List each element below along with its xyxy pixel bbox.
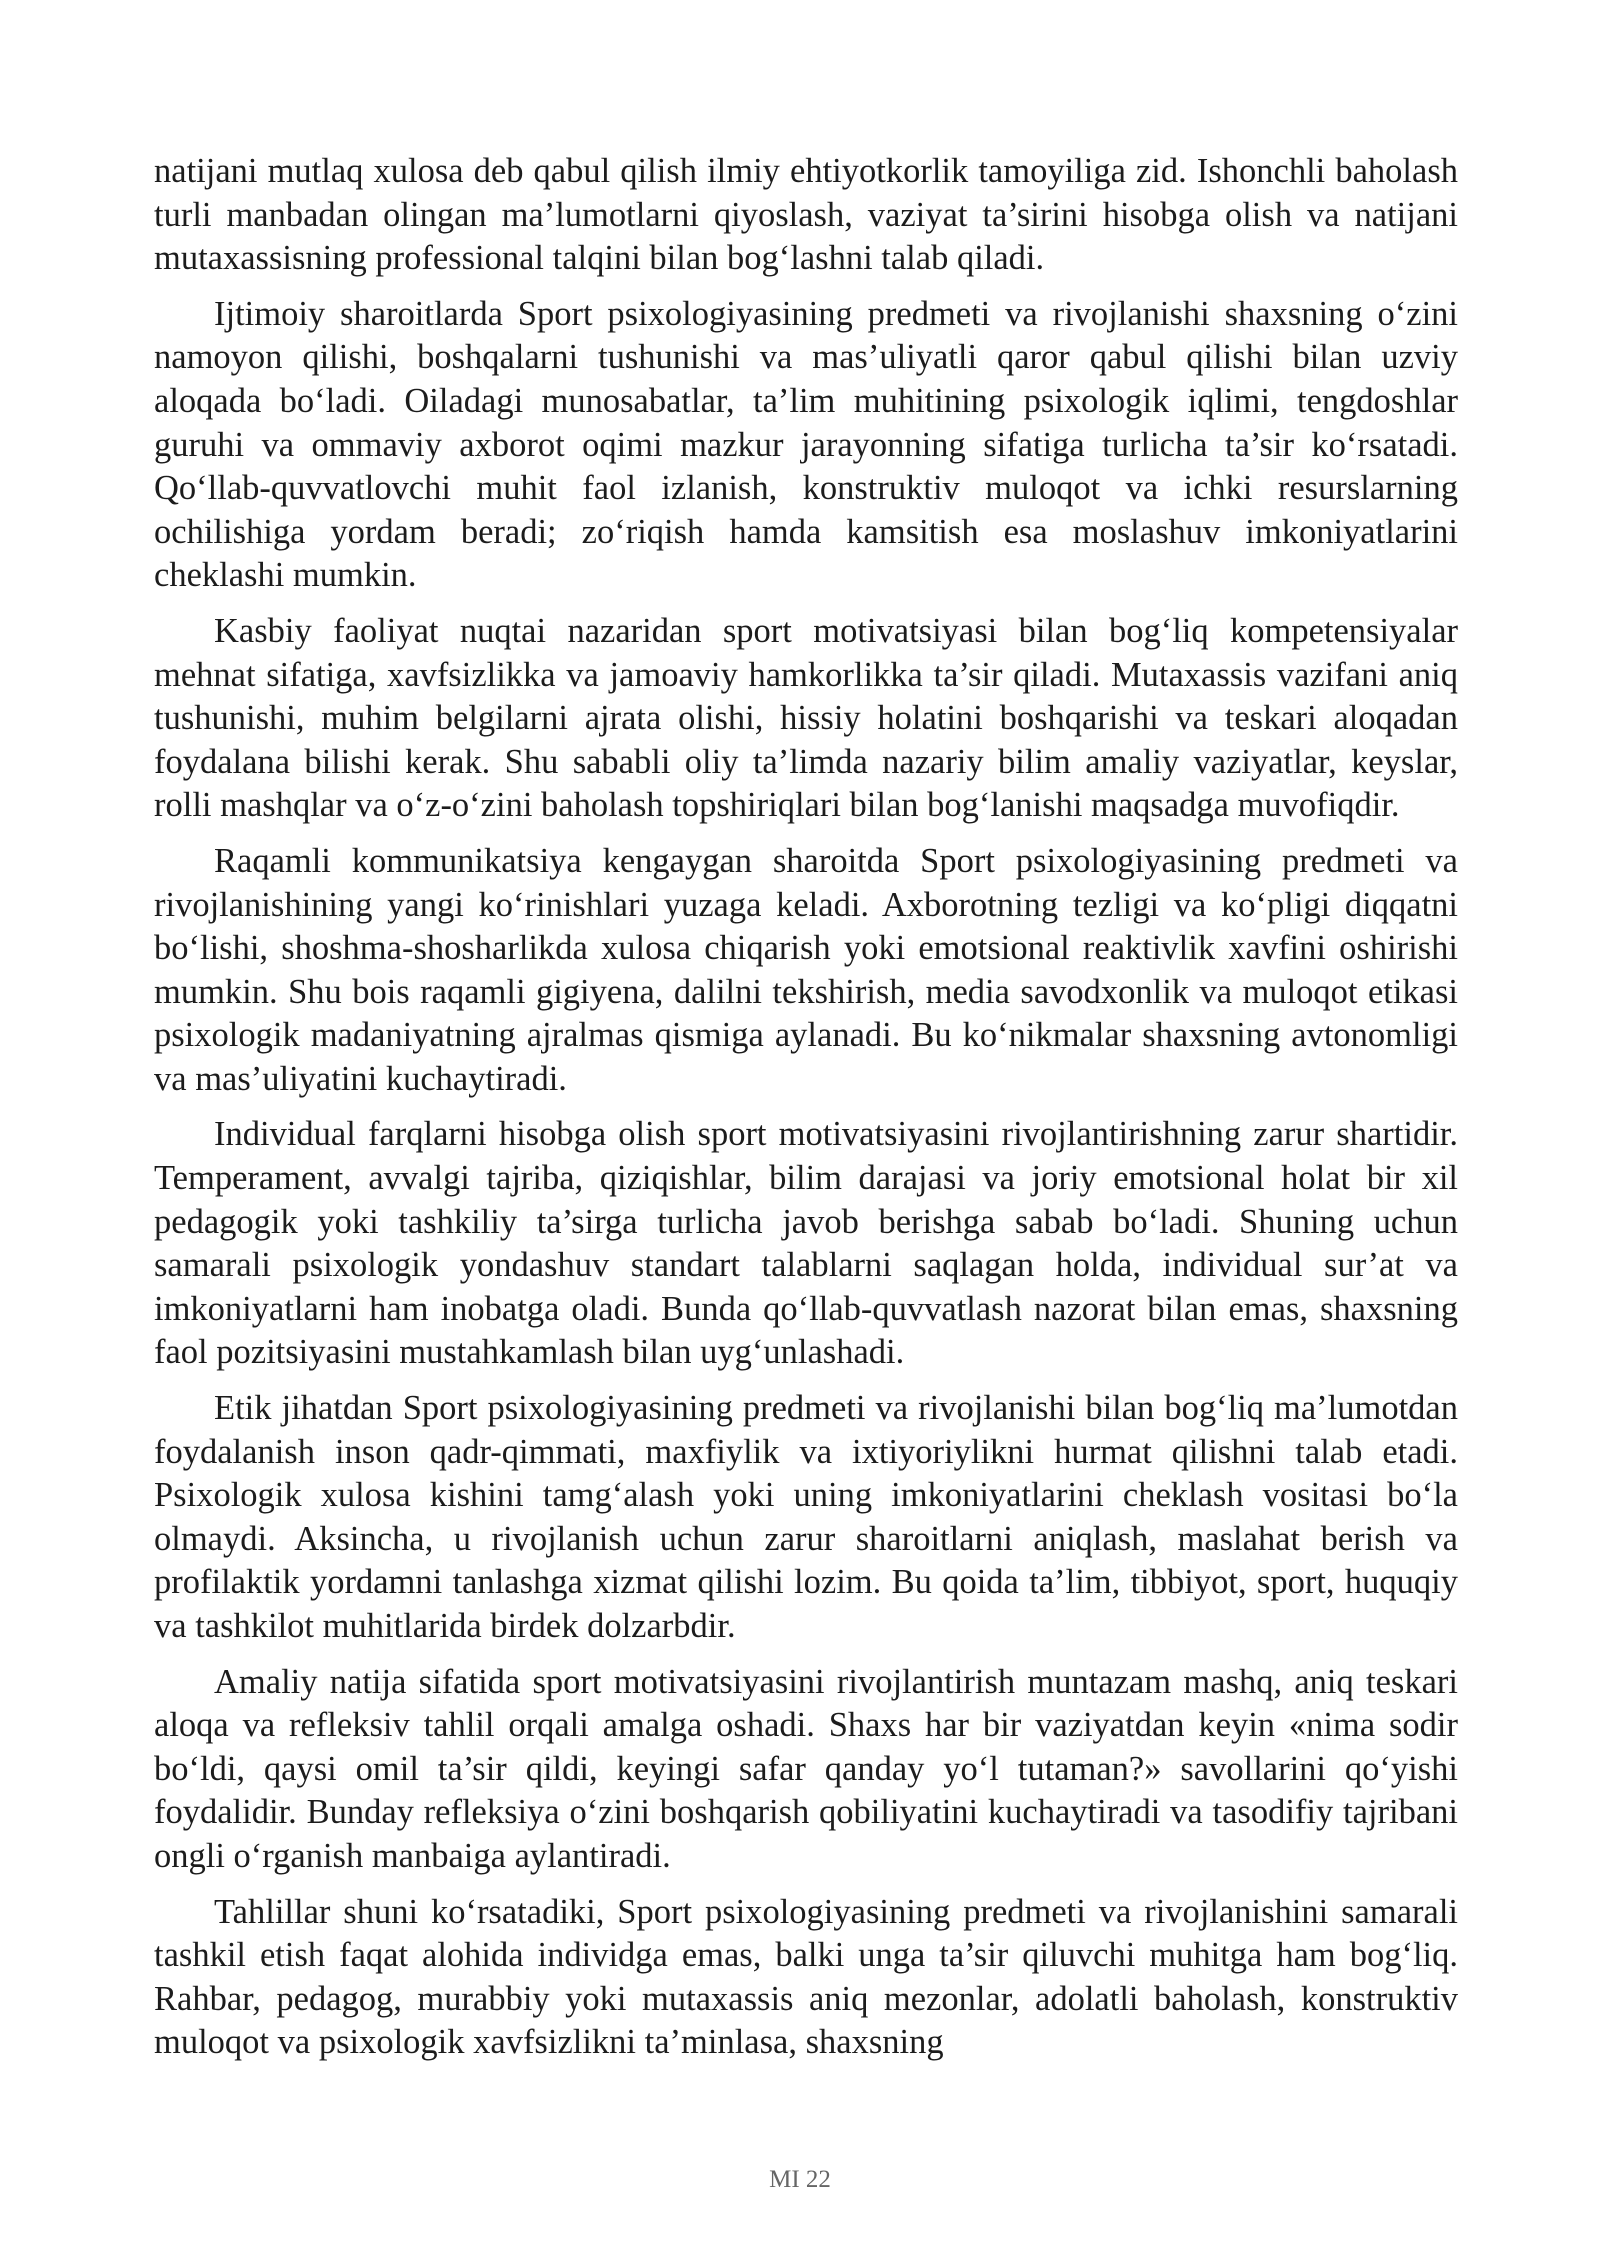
paragraph-practical-result: Amaliy natija sifatida sport motivatsiyasini rivojlantirish muntazam mashq, aniq teskari aloqa va refleksiv tahlil orqali amalga oshadi. Shaxs har bir vaziyatdan keyin «nima sodir bo‘ldi, qaysi omil ta’sir qildi, keyingi safar qanday yo‘l tutaman?» savollarini qo‘yishi foydalidir. Bunday refleksiya o‘zini boshqarish qobiliyatini kuchaytiradi va tasodifiy tajribani ongli o‘rganish manbaiga aylantiradi. — [154, 1662, 1458, 1875]
paragraph-digital-communication: Raqamli kommunikatsiya kengaygan sharoitda Sport psixologiyasining predmeti va rivojlanishining yangi ko‘rinishlari yuzaga keladi. Axborotning tezligi va ko‘pligi diqqatni bo‘lishi, shoshma-shosharlikda xulosa chiqarish yoki emotsional reaktivlik xavfini oshirishi mumkin. Shu bois raqamli gigiyena, dalilni tekshirish, media savodxonlik va muloqot etikasi psixologik madaniyatning ajralmas qismiga aylanadi. Bu ko‘nikmalar shaxsning avtonomligi va mas’uliyatini kuchaytiradi. — [154, 841, 1458, 1098]
paragraph-analysis: Tahlillar shuni ko‘rsatadiki, Sport psixologiyasining predmeti va rivojlanishini samarali tashkil etish faqat alohida individga emas, balki unga ta’sir qiluvchi muhitga ham bog‘liq. Rahbar, pedagog, murabbiy yoki mutaxassis aniq mezonlar, adolatli baholash, konstruktiv muloqot va psixologik xavfsizlikni ta’minlasa, shaxsning — [154, 1892, 1458, 2062]
page-number: MI 22 — [769, 2166, 831, 2193]
paragraph-social-conditions: Ijtimoiy sharoitlarda Sport psixologiyasining predmeti va rivojlanishi shaxsning o‘zini namoyon qilishi, boshqalarni tushunishi va mas’uliyatli qaror qabul qilishi bilan uzviy aloqada bo‘ladi. Oiladagi munosabatlar, ta’lim muhitining psixologik iqlimi, tengdoshlar guruhi va ommaviy axborot oqimi mazkur jarayonning sifatiga turlicha ta’sir ko‘rsatadi. Qo‘llab-quvvatlovchi muhit faol izlanish, konstruktiv muloqot va ichki resurslarning ochilishiga yordam beradi; zo‘riqish hamda kamsitish esa moslashuv imkoniyatlarini cheklashi mumkin. — [154, 294, 1458, 595]
text-body — [154, 150, 1458, 2077]
paragraph-ethics: Etik jihatdan Sport psixologiyasining predmeti va rivojlanishi bilan bog‘liq ma’lumotdan foydalanish inson qadr-qimmati, maxfiylik va ixtiyoriylikni hurmat qilishni talab etadi. Psixologik xulosa kishini tamg‘alash yoki uning imkoniyatlarini cheklash vositasi bo‘la olmaydi. Aksincha, u rivojlanish uchun zarur sharoitlarni aniqlash, maslahat berish va profilaktik yordamni tanlashga xizmat qilishi lozim. Bu qoida ta’lim, tibbiyot, sport, huquqiy va tashkilot muhitlarida birdek dolzarbdir. — [154, 1389, 1458, 1645]
paragraph-professional-activity: Kasbiy faoliyat nuqtai nazaridan sport motivatsiyasi bilan bog‘liq kompetensiyalar mehnat sifatiga, xavfsizlikka va jamoaviy hamkorlikka ta’sir qiladi. Mutaxassis vazifani aniq tushunishi, muhim belgilarni ajrata olishi, hissiy holatini boshqarishi va teskari aloqadan foydalana bilishi kerak. Shu sababli oliy ta’limda nazariy bilim amaliy vaziyatlar, keyslar, rolli mashqlar va o‘z-o‘zini baholash topshiriqlari bilan bog‘lanishi maqsadga muvofiqdir. — [154, 611, 1458, 825]
paragraph-continuation: natijani mutlaq xulosa deb qabul qilish ilmiy ehtiyotkorlik tamoyiliga zid. Ishonchli baholash turli manbadan olingan ma’lumotlarni qiyoslash, vaziyat ta’sirini hisobga olish va natijani mutaxassisning professional talqini bilan bog‘lashni talab qiladi. — [154, 152, 1458, 278]
paragraph-individual-differences: Individual farqlarni hisobga olish sport motivatsiyasini rivojlantirishning zarur shartidir. Temperament, avvalgi tajriba, qiziqishlar, bilim darajasi va joriy emotsional holat bir xil pedagogik yoki tashkiliy ta’sirga turlicha javob berishga sabab bo‘ladi. Shuning uchun samarali psixologik yondashuv standart talablarni saqlagan holda, individual sur’at va imkoniyatlarni ham inobatga oladi. Bunda qo‘llab-quvvatlash nazorat bilan emas, shaxsning faol pozitsiyasini mustahkamlash bilan uyg‘unlashadi. — [154, 1115, 1458, 1372]
